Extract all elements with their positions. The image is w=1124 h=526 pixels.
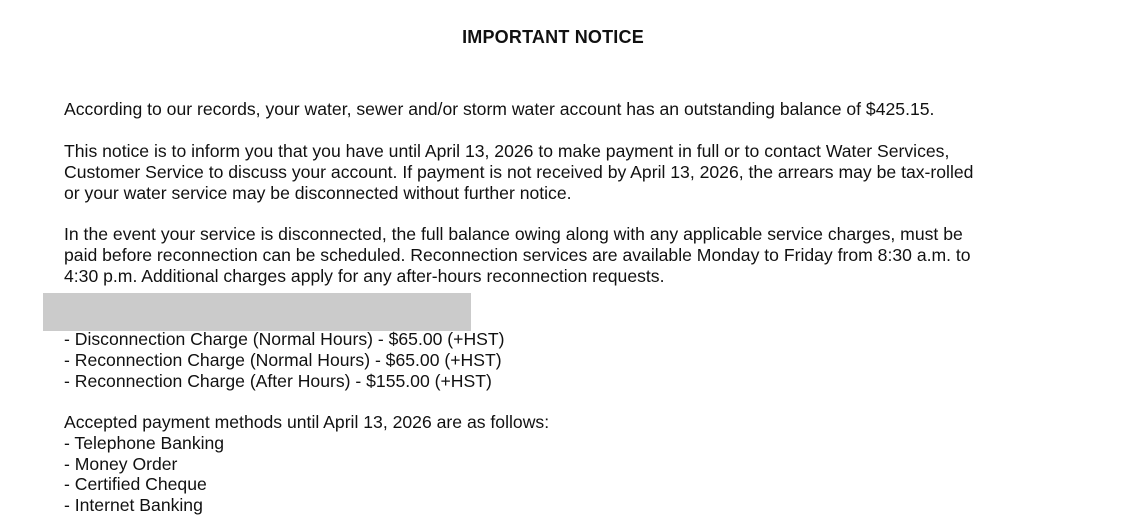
- paragraph-line: 4:30 p.m. Additional charges apply for any after-hours reconnection requests.: [64, 265, 665, 286]
- redaction-block: [43, 293, 471, 331]
- charge-item: - Reconnection Charge (After Hours) - $155.00 (+HST): [64, 370, 492, 391]
- paragraph-line: or your water service may be disconnected without further notice.: [64, 182, 572, 203]
- paragraph-line: This notice is to inform you that you have until April 13, 2026 to make payment in full or to contact Water Services,: [64, 141, 950, 161]
- service-charges-list: [64, 329, 1064, 391]
- notice-title: IMPORTANT NOTICE: [462, 27, 644, 47]
- payment-deadline-paragraph: [64, 141, 1064, 203]
- payment-methods-intro: Accepted payment methods until April 13, 2026 are as follows:: [64, 412, 550, 432]
- payment-method-item: - Money Order: [64, 453, 178, 474]
- payment-method-item: - Internet Banking: [64, 495, 203, 516]
- payment-method-item: - Telephone Banking: [64, 432, 225, 453]
- charge-item: - Reconnection Charge (Normal Hours) - $65.00 (+HST): [64, 349, 502, 370]
- balance-paragraph: [64, 99, 1064, 120]
- payment-methods-section: [64, 412, 1064, 516]
- balance-line: According to our records, your water, sewer and/or storm water account has an outstanding balance of $425.15.: [64, 99, 935, 119]
- paragraph-line: paid before reconnection can be scheduled. Reconnection services are available Monday to Friday from 8:30 a.m. to: [64, 244, 971, 265]
- payment-method-item: - Certified Cheque: [64, 474, 207, 495]
- paragraph-line: Customer Service to discuss your account. If payment is not received by April 13, 2026, the arrears may be tax-rolled: [64, 161, 974, 182]
- disconnection-paragraph: [64, 224, 1064, 286]
- paragraph-line: In the event your service is disconnected, the full balance owing along with any applicable service charges, must be: [64, 224, 963, 244]
- charge-item: - Disconnection Charge (Normal Hours) - $65.00 (+HST): [64, 329, 505, 349]
